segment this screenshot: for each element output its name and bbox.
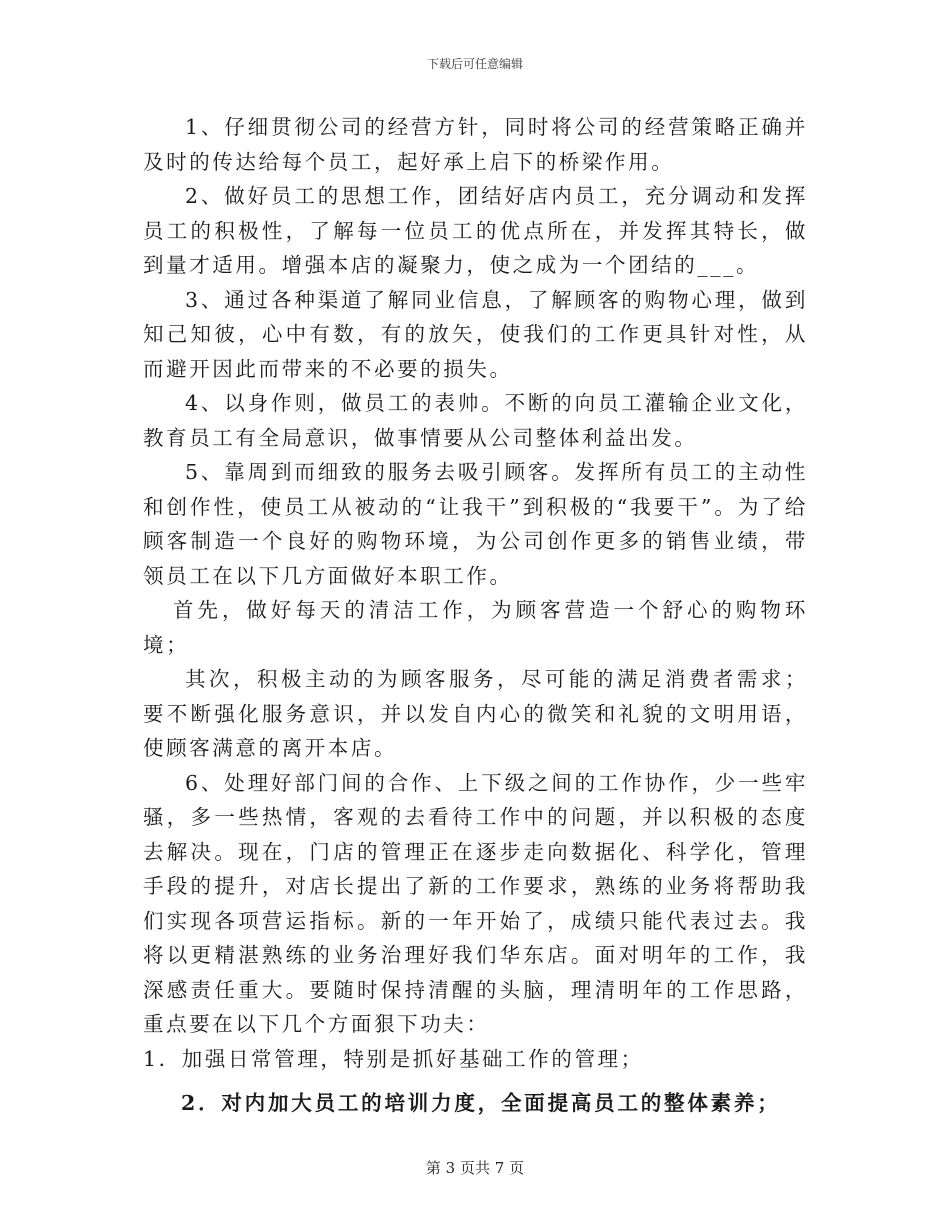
paragraph-3: 3、通过各种渠道了解同业信息，了解顾客的购物心理，做到知己知彼，心中有数，有的放矢，使我们的工作更具针对性，从而避开因此而带来的不必要的损失。 [143, 287, 808, 381]
document-body [143, 110, 808, 1121]
paragraph-4: 4、以身作则，做员工的表帅。不断的向员工灌输企业文化，教育员工有全局意识，做事情要从公司整体利益出发。 [143, 391, 808, 450]
paragraph-5: 5、靠周到而细致的服务去吸引顾客。发挥所有员工的主动性和创作性，使员工从被动的“让我干”到积极的“我要干”。为了给顾客制造一个良好的购物环境，为公司创作更多的销售业绩，带领员工在以下几方面做好本职工作。 [143, 460, 808, 588]
list-item-2: 2．对内加大员工的培训力度，全面提高员工的整体素养； [181, 1091, 781, 1115]
paragraph-6: 6、处理好部门间的合作、上下级之间的工作协作，少一些牢骚，多一些热情，客观的去看待工作中的问题，并以积极的态度去解决。现在，门店的管理正在逐步走向数据化、科学化，管理手段的提升，对店长提出了新的工作要求，熟练的业务将帮助我们实现各项营运指标。新的一年开始了，成绩只能代表过去。我将以更精湛熟练的业务治理好我们华东店。面对明年的工作，我深感责任重大。要随时保持清醒的头脑，理清明年的工作思路，重点要在以下几个方面狠下功夫： [143, 770, 808, 1036]
list-item-1: 1．加强日常管理，特别是抓好基础工作的管理； [143, 1046, 644, 1071]
page-footer: 第 3 页共 7 页 [425, 1159, 525, 1177]
paragraph-2: 2、做好员工的思想工作，团结好店内员工，充分调动和发挥员工的积极性，了解每一位员工的优点所在，并发挥其特长，做到量才适用。增强本店的凝聚力，使之成为一个团结的___。 [143, 184, 808, 277]
page-header: 下载后可任意编辑 [426, 57, 523, 71]
paragraph-first: 首先，做好每天的清洁工作，为顾客营造一个舒心的购物环境； [143, 598, 808, 657]
paragraph-1: 1、仔细贯彻公司的经营方针，同时将公司的经营策略正确并及时的传达给每个员工，起好承上启下的桥梁作用。 [143, 115, 808, 174]
paragraph-second: 其次，积极主动的为顾客服务，尽可能的满足消费者需求；要不断强化服务意识，并以发自内心的微笑和礼貌的文明用语，使顾客满意的离开本店。 [143, 667, 808, 760]
